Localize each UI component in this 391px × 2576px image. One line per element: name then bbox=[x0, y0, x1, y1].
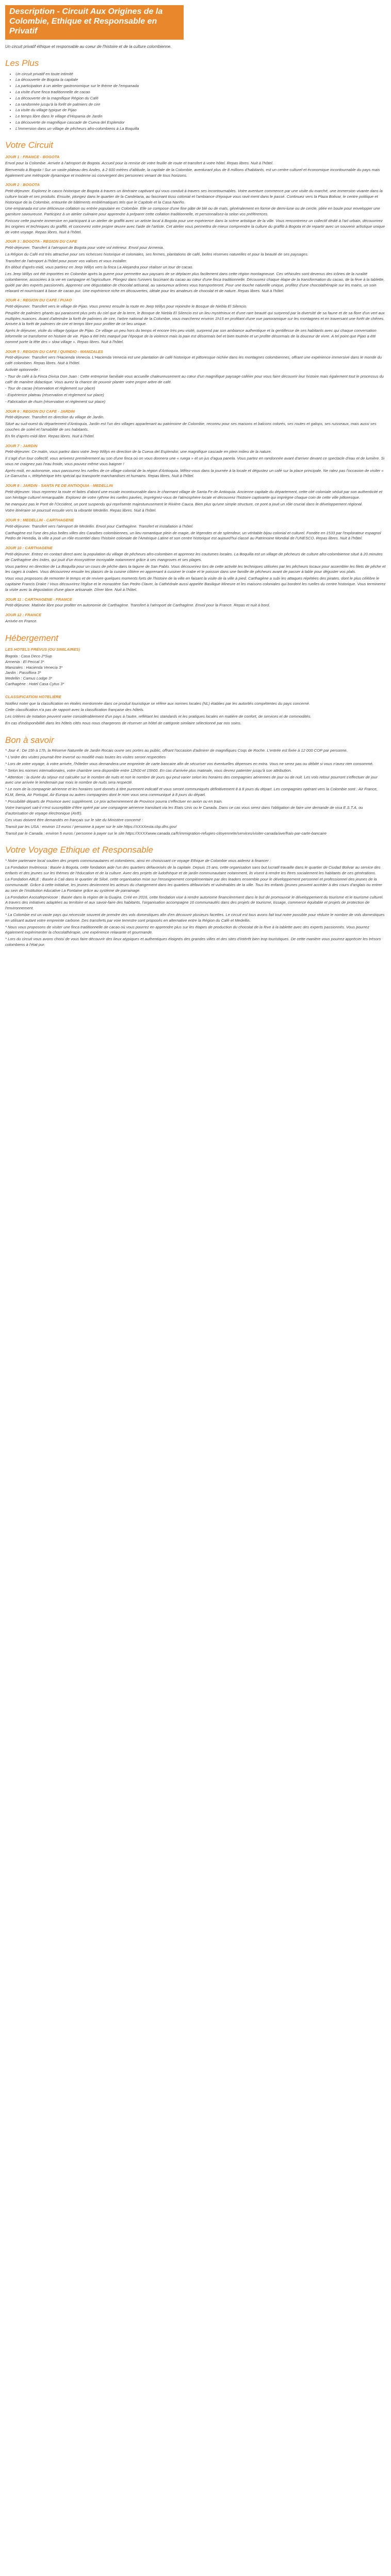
day-paragraph: - Tour de cacao (réservation et règlement sur place) bbox=[5, 386, 95, 391]
day-paragraph: Petit-déjeuner. Ce matin, vous partez dans votre Jeep Willys en direction de la Cueva del Esplendor, une magnifique cascade en plein milieu de la nature. bbox=[5, 449, 272, 454]
day-paragraph: Vous partirez en direction de La Boquilla pour un cours de pêche dans la lagune de San Pablo. Vous découvrirez lors de cette activité les techniques utilisées par les pêcheurs locaux pour assembler les filets de pêche et les cages à crabes. Vous découvrirez ensuite les plaisirs de la cuisine côtière en apprenant à cuisiner le crabe et le poisson dans une famille de pêcheurs avant de passer à table pour déguster vos plats. bbox=[5, 564, 386, 574]
voyage-paragraph: La Fondation ABLE : Basée à Cali dans le quartier de Siloé, cette organisation mise sur l'enseignement complémentaire par des leaders ensemble pour le développement personnel et professionnel des jeunes de la communauté. Grâce à cette initiative, les jeunes deviennent les acteurs du changement dans les quartiers défavorisés et vulnérables de la ville. Tous les enfants (jeunes peuvent accéder à des cours d'anglais ou entrer au sein de l'institution éducative La Fontaine grâce au système de parrainage. bbox=[5, 877, 382, 893]
list-item: • La visite du village typique de Pijao bbox=[15, 108, 386, 113]
voyage-paragraph: * Lors du circuit vous avons choisi de vous faire découvrir des lieux atypiques et authentiques éloignés des grandes villes et des sites d'intérêt bien trop touristiques. De cette manière vous pourrez apprécier les trésors colombiens à l'état pur. bbox=[5, 937, 381, 947]
section-heading-voyage: Votre Voyage Ethique et Responsable bbox=[5, 845, 153, 855]
hotels-list bbox=[5, 654, 386, 687]
day-paragraph: Petit-déjeuner. Matinée libre pour profiter en autonomie de Carthagène. Transfert à l'aéroport de Carthagène. Envol pour la France. Repas et nuit à bord. bbox=[5, 603, 270, 608]
day-paragraph: Ne manquez pas le Pont de l'Occident, un pont suspendu qui représente majestueusement le Rivière Cauca. Bien plus qu'une simple structure, ce pont a joué un rôle crucial dans le développement régional. bbox=[5, 501, 363, 506]
day-paragraph: Après-midi, en autonomie, vous parcourrez les ruelles de ce village colonial de la région d'Antioquia. Mêlez-vous dans la journée à la locale et dégustez un café sur la place principale. Ne ratez pas l'occasion de visiter « Le Garrucha », téléphérique très spécial qui transporte marchandises et humains. Repas libres. Nuit à l'hôtel. bbox=[5, 468, 384, 479]
day-title: JOUR 4 : REGION DU CAFE / PIJAO bbox=[5, 298, 72, 303]
voyage-text bbox=[5, 858, 386, 948]
info-paragraph: * Selon les normes internationales, votre chambre sera disponible entre 12h00 et 15h00. En cas d'arrivée plus matinale, vous devrez patienter jusqu'à son attribution. bbox=[5, 768, 292, 773]
day-paragraph: Peuplée de palmiers géants qui paraissent plus près du ciel que de la terre, le Bosque de Niebla El Silencio est un lieu mystérieux et d'une rare beauté qui surprend par la diversité de sa faune et de sa flore d'un vert aux multiples nuances. Avant d'atteindre la forêt de palmiers de cire, l'arbre national de la Colombie, vous marcherez environ 1h15 en profitant d'une vue panoramique sur les montagnes et en traversant une forêt de chênes. Arrivée à la forêt de palmiers de cire et temps libre pour profiter de ce lieu unique. bbox=[5, 310, 385, 327]
section-heading-plus: Les Plus bbox=[5, 58, 39, 68]
hotels-title: LES HOTELS PRÉVUS (OU SIMILAIRES) bbox=[5, 647, 80, 652]
hotel-item: Carthagène : Hotel Casa Cytus 3* bbox=[5, 682, 64, 687]
day-paragraph: Les Jeep Willys ont été importées en Colombie après la guerre pour permettre aux paysans de se déplacer plus facilement dans cette région montagneuse. Ces véhicules sont devenus des icônes de la ruralité colombienne, associées à la vie en campagne et l'agriculture. Plongez dans l'univers fascinant du cacao au cœur d'une finca traditionnelle. Découvrez chaque étape de la transformation du cacao, de la fève à la tablette, guidé par des experts passionnés. Apprenez une dégustation de chocolat artisanal, au savoureux arômes vous transporteront. Pour une touche naturelle unique, profitez d'une chocolathérapie sur les mains, un soin relaxant et nourrissant à base de cacao pur. Une expérience riche en découvertes, idéale pour les amateurs de chocolat et de nature. Repas libres. Nuit à l'hôtel. bbox=[5, 272, 385, 293]
info-paragraph: * Attention : la durée du séjour est calculée sur le nombre de nuits et non le nombre de jours qui peut varier selon les horaires des compagnies aériennes de jour ou de nuit. Les vols retour pourront s'effectuer de jour avec une arrivée le lendemain par mois le nombre de nuits sera respecté. bbox=[5, 774, 378, 785]
day-paragraph: Situé au sud-ouest du département d'Antioquia, Jardin est l'un des villages appartenant au patrimoine de Colombie, reconnu pour ses maisons et balcons colorés, ses routes et galops, ses ruisseaux, mais aussi ses couches de soleil et l'amabilité de ses habitants. bbox=[5, 421, 377, 432]
day-title: JOUR 7 : JARDIN bbox=[5, 443, 38, 448]
day-paragraph: Une empanada est une délicieuse collation ou entrée populaire en Colombie. Elle se compose d'une fine pâte de blé ou de maïs, généralement en forme de demi-lune ou de cercle, pliée en boule pour envelopper une garniture savoureuse. Participez à un atelier culinaire pour apprendre à préparer cette collation traditionnelle, et personnalisez-la selon vos préférences. bbox=[5, 206, 380, 217]
info-paragraph: Votre transport sait-il n'est susceptible d'être opéré par une compagnie aérienne transitant via les Etats Unis ou le Canada. Dans ce cas vous serez dans l'obligation de faire une demande de visa E.S.T.A. ou d'autorisation de voyage électronique (AVE). bbox=[5, 805, 363, 816]
day-title: JOUR 8 : JARDIN - SANTA FE DE ANTIOQUIA - MEDELLIN bbox=[5, 483, 113, 488]
voyage-paragraph: La Fondation Invitrinosa : Basée à Bogota, cette fondation aide l'un des quartiers défavorisés de la capitale. Depuis 15 ans, cette organisation sans but lucratif travaille dans le quartier de Ciudad Bolivar au service des enfants et des jeunes sur les thèmes de l'éducation et de la culture. Avec des projets de ludothèque et de jardin communautaire notamment, ils visent à rendre les êtres socialement les habitants de ces générations. bbox=[5, 865, 381, 875]
classification-title: CLASSIFICATION HOTELIÈRE bbox=[5, 694, 61, 699]
list-item: • L'immersion dans un village de pêcheurs afro-colombiens à La Boquilla bbox=[15, 126, 386, 132]
day-paragraph: Vous vous proposons de remonter le temps et de revivre quelques moments forts de l'histoire de la ville en faisant la visite de la ville à pied. Carthagène a subi les attaques répétées des pirates, dont le plus célèbre le capitaine Francis Drake ! Vous découvrirez l'église et le monastère San Pedro Claver, la Cathédrale aussi appelée Basilique Mineure et les maisons coloniales qui bordent les ruelles du centre historique. Vous terminerez la visite avec la dégustation d'une glace artisanale. Dîner libre. Nuit à l'hôtel. bbox=[5, 576, 386, 592]
hotel-item: Jardin : Passiflora 3* bbox=[5, 670, 41, 675]
list-item: • La visite d'une finca traditionnelle de cacao bbox=[15, 90, 386, 95]
day-paragraph: Transfert de l'aéroport à l'hôtel pour poser vos valises et vous installer. bbox=[5, 258, 127, 263]
day-paragraph: Petit-déjeuner. Entrez en contact direct avec la population du village de pêcheurs afro-colombien et apprenez les coutumes locales. La Boquilla est un village de pêcheurs de culture afro-colombienne situé à 20 minutes de Carthagène des Indes, qui jouit d'un écosystème incroyable notamment grâce à ses mangroves et ses plages. bbox=[5, 552, 383, 562]
day-paragraph: Bienvenido à Bogota ! Sur un vaste plateau des Andes, à 2 600 mètres d'altitude, la capitale de la Colombie, aventurant plus de 8 millions d'habitants, est un centre culturel et économique incontournable du pays mais également une métropole dynamique et moderne où convergent des personnes venant de tous horizons. bbox=[5, 167, 380, 178]
day-paragraph: - Fabrication de rhum (réservation et règlement sur place) bbox=[5, 399, 106, 404]
day-paragraph: Arrivée en France. bbox=[5, 618, 38, 623]
classification-paragraph: Notifiez noter que la classification en étoiles mentionnée dans ce produit touristique se réfère aux normes locales (NL) établies par les autorités compétentes du pays concerné. bbox=[5, 701, 310, 706]
day-paragraph: En début d'après-midi, vous partirez en Jeep Willys vers la finca La Alejandra pour réaliser un tour de cacao. bbox=[5, 265, 193, 270]
day-paragraph: Activité optionnelle : bbox=[5, 367, 40, 372]
info-paragraph: * Possibilité départs de Province avec supplément. Le prix acheminement de Province pourra s'effectuer en avion ou en train. bbox=[5, 799, 223, 804]
voyage-paragraph: * Notre partenaire local soutien des projets communautaires et colombiens, ainsi en choisissant ce voyage Ethique de Colombie vous aiderez à financer : bbox=[5, 858, 271, 863]
day-paragraph: Petit-déjeuner. Transfert à l'aéroport de Bogota pour votre vol intérieur. Envol pour Armenia. bbox=[5, 245, 164, 250]
day-paragraph: Petit-déjeuner. Explorez le casco historique de Bogota à travers un itinéraire captivant qui vous conduit à travers ses incontournables. Votre aventure commence par une visite du marché, une immersion vivante dans la culture locale et ses produits. Ensuite, plongez dans le quartier de la Candelaria, au fascinant tissu colonial et l'ambiance d'époque vous ravit ment dans le passé. Continuez vers la Plaza Bolivar, le centre politique et historique de la Colombie, entourée de bâtiments emblématiques tels que le Capitole et la Casa Nariño. bbox=[5, 189, 383, 205]
list-item: • La découverte de magnifique cascade de Cueva del Esplendor bbox=[15, 120, 386, 126]
day-title: JOUR 6 : REGION DU CAFE - JARDIN bbox=[5, 409, 75, 414]
classification-paragraph: Les critères de notation peuvent varier considérablement d'un pays à l'autre, reflétant les standards et les pratiques locales en matière de confort, de services et de commodités. bbox=[5, 714, 312, 719]
intro-text: Un circuit privatif éthique et responsable au coeur de l'histoire et de la culture colombienne. bbox=[5, 44, 172, 49]
day-paragraph: En fin d'après-midi libre. Repas libres. Nuit à l'hôtel. bbox=[5, 433, 95, 438]
list-item: • La découverte de la magnifique Région du Café bbox=[15, 96, 386, 101]
list-item: • La découverte de Bogota la capitale bbox=[15, 77, 386, 83]
info-paragraph: Transit par le Canada : environ 5 euros / personne à payer sur le site https://XXXXwww.canada.ca/fr/immigration-refugies-citoyennete/services/visiter-canada/ave/frais-par-carte-bancaire bbox=[5, 831, 327, 836]
section-heading-circuit: Votre Circuit bbox=[5, 140, 53, 150]
page-title: Description - Circuit Aux Origines de la Colombie, Ethique et Responsable en Privatif bbox=[5, 5, 184, 40]
day-title: JOUR 3 : BOGOTA - REGION DU CAFE bbox=[5, 239, 77, 244]
hotel-item: Manizales : Hacienda Venecia 3* bbox=[5, 665, 63, 670]
day-title: JOUR 12 : FRANCE bbox=[5, 613, 42, 618]
info-paragraph: * L'ordre des visites pourrait être inversé ou modifié mais toutes les visites seront respectées bbox=[5, 755, 166, 760]
day-paragraph: Petit-déjeuner. Transfert vers le village de Pijao. Vous prenez ensuite la route en Jeep Willys pour rejoindre le Bosque de Niebla El Silencio. bbox=[5, 304, 248, 309]
voyage-paragraph: La Fondation Asosafepmiosoe : Basée dans la région de la Guajira. Créé en 2016, cette fondation vise à rendre autonome financièrement dans le but de promouvoir le développement du tourisme et le tourisme culturel. A travers des initiatives adaptées au territoire et aux savoir-faire des habitants, l'organisation accompagne 16 communautés dans des projets de tourisme, tissage, commerce équitable et projets de protection de l'environnement. bbox=[5, 894, 384, 911]
list-item: • La participation à un atelier gastronomique sur le thème de l'empanada bbox=[15, 83, 386, 89]
list-item: • La randonnée jusqu'à la forêt de palmiers de cire bbox=[15, 102, 386, 108]
day-paragraph: - Tour de café à la Finca Divisa Don Juan : Cette entreprise familiale vous accueille chaleureusement au cœur d'un magnifique paysage caféier pour vous faire découvrir leur histoire mais également tout le processus du café de manière didactique. Vous aurez la chance de pouvoir planter votre propre arbre de café. bbox=[5, 374, 384, 384]
info-paragraph: * Jour 4 : De 15h à 17h, la Réserve Naturelle de Jardin Rocais ouvre ses portes au public, offrant l'occasion d'admirer de magnifiques Coqs de Roche. L'entrée est fixée à 12 000 COP par personne. bbox=[5, 748, 348, 753]
day-title: JOUR 9 : MEDELLIN - CARTHAGENE bbox=[5, 518, 74, 523]
day-paragraph: Petit-déjeuner. Vous reprenez la route et faites d'abord une escale incontournable dans le charmant village de Santa Fe de Antioquia. Ancienne capitale du département, cette cité coloniale séduit par son authenticité et son héritage culturel remarquable. Explorez de votre rythme les ruelles pavées, imprégnez-vous de l'atmosphère locale et découvrez l'histoire captivante qui imprègne chaque coin de cette ville pittoresque. bbox=[5, 489, 383, 500]
info-paragraph: * Le nom de la compagnie aérienne et les horaires sont donnés à titre purement indicatif et vous seront communiqués définitivement 8 à 8 jours du départ. Les compagnies opérant vers la Colombie sont : Air France, KLM, Iberia, Air Portugal, Air Europa ou autres compagnies dont le nom vous sera communiqué à 8 jours du départ. bbox=[5, 787, 378, 797]
day-paragraph: Après le déjeuner, visite du village typique de Pijao. Ce village un peu hors du temps et encore très peu visité, surprend par son ambiance authentique et la gentillesse de ses habitants avec qui chaque conversation informelle se transforme en histoire de vie. Pijao a été très marqué par l'époque de la violence mais la paix est désormais bel et bien toutnée et un profite désormais de la douceur de vivre. A tel point que Pijao a été nommé porte la tête des « slow village ». Repas libres. Nuit à l'hôtel. bbox=[5, 328, 377, 344]
classification-paragraph: Cette classification n'a pas de rapport avec la classification française des hôtels. bbox=[5, 707, 144, 713]
day-title: JOUR 10 : CARTHAGENE bbox=[5, 546, 53, 551]
day-paragraph: Petit-déjeuner. Transfert vers l'Hacienda Venecia. L'Hacienda Venecia est une plantation de café historique et pittoresque nichée dans les montagnes colombiennes, offrant une expérience immersive dans le monde du café colombien. Repas libres. Nuit à l'hôtel. bbox=[5, 355, 382, 366]
hotel-item: Medellin : Camus Lodge 3* bbox=[5, 676, 53, 681]
voyage-paragraph: * La Colombie est un vaste pays qui nécessite souvent de prendre des vols domestiques afin d'en découvrir plusieurs facettes. Le circuit est tous avons fait tout notre possible pour réduire le nombre de vols domestiques en utilisant autant votre empreinte carbone. Des transferts par voie terrestre sont proposés en alternative entre la Région du Café et Medellin. bbox=[5, 912, 385, 923]
list-item: • Le temps libre dans le village d'Hispania de Jardin bbox=[15, 114, 386, 120]
day-title: JOUR 5 : REGION DU CAFE / QUINDIO - MANIZALES bbox=[5, 349, 103, 354]
day-title: JOUR 2 : BOGOTA bbox=[5, 182, 40, 188]
day-paragraph: - Expérience plateau (réservation et règlement sur place) bbox=[5, 393, 104, 398]
info-paragraph: Transit par les USA : environ 13 euros / personne à payer sur le site https://XXXXesta.cbp.dhs.gov/ bbox=[5, 824, 177, 829]
day-paragraph: Finissez cette journée immersive en participant à un atelier de graffiti avec un artiste local à Bogota pour une expérience dans la scène artistique de la ville. Vous rencontrerez un collectif dédié à l'art urbain, découvrirez les origines et techniques du graffiti, et concevrez votre propre œuvre avec l'aide de l'artiste. Cet atelier vous permettra de mieux comprendre la culture du graffiti à Bogota et de repartir avec un souvenir artistique unique de votre voyage. Repas libres. Nuit à l'hôtel. bbox=[5, 218, 385, 234]
info-paragraph: Ces visas doivent être demandés en français sur le site du Ministère concerné : bbox=[5, 817, 143, 822]
section-heading-hebergement: Hébergement bbox=[5, 633, 59, 643]
day-paragraph: Carthagène est l'une des plus belles villes des Caraïbes colombiennes, un lieu romantique plein de magie, de légendes et de splendeur, un véritable bijou colonial et culturel. Fondée en 1533 par l'explorateur espagnol Pedro de Heredia, la ville a joué un rôle essentiel dans l'histoire coloniale de l'Amérique Latine et son centre historique est aujourd'hui classé au Patrimoine Mondial de l'UNESCO. Repas libres. Nuit à l'hôtel. bbox=[5, 530, 381, 541]
day-paragraph: Votre itinéraire se poursuit ensuite vers la vibrante Medellin. Repas libres. Nuit à l'hôtel. bbox=[5, 508, 157, 513]
hotel-item: Armenia : El Peccal 3* bbox=[5, 659, 44, 664]
section-heading-bon-a-savoir: Bon à savoir bbox=[5, 735, 54, 745]
day-paragraph: Envol pour la Colombie. Arrivée à l'aéroport de Bogota. Accueil pour la remise de votre feuille de route et transfert à votre hôtel. Repas libres. Nuit à l'hôtel. bbox=[5, 160, 273, 165]
classification-paragraph: En cas d'indisponibilité dans les hôtels cités nous nous chargerons de réserver un hôtel de catégorie similaire sélectionné par nos soins. bbox=[5, 720, 241, 725]
bon-a-savoir-text bbox=[5, 748, 386, 836]
day-paragraph: Petit-déjeuner. Transfert vers l'aéroport de Medellin. Envol pour Carthagène. Transfert et installation à l'hôtel. bbox=[5, 523, 193, 529]
plus-list bbox=[5, 72, 386, 132]
day-title: JOUR 1 : FRANCE - BOGOTA bbox=[5, 155, 60, 160]
day-paragraph: Petit-déjeuner. Transfert en direction du village de Jardin. bbox=[5, 415, 105, 420]
day-paragraph: La Région du Café est très attractive pour ses richesses historique et coloniales, ses fermes, plantations de café, belles réserves naturelles et pour la beauté de ses paysages. bbox=[5, 251, 308, 257]
day-paragraph: Il s'agit d'un tour collectif, vous arriverez premièrement au son d'une finca où on vous donnera une « ruega » et un jus d'agua panela. Vous partez en randonnée avant d'arriver devant ce spectacle d'eau et de lumière. Si vous ne craignez pas l'eau froide, vous pouvez même vous baigner ! bbox=[5, 456, 385, 466]
hotel-item: Bogota : Casa Deco 2*Sup bbox=[5, 654, 52, 659]
classification-text bbox=[5, 701, 386, 726]
voyage-paragraph: * Nous vous proposons de visiter une finca traditionnelle de cacao où vous pourrez en apprendre plus sur les étapes de production du chocolat de la fève à la tablette avec des experts passionnés. Vous pourrez également expérimenter la chocolathérapie, une expérience relaxante et gourmande. bbox=[5, 924, 369, 935]
day-title: JOUR 11 : CARTHAGENE - FRANCE bbox=[5, 597, 72, 602]
page bbox=[0, 0, 391, 953]
list-item: • Un circuit privatif en toute intimité bbox=[15, 72, 386, 77]
circuit-days bbox=[5, 155, 386, 624]
info-paragraph: * Lors de votre voyage, à votre arrivée, l'hôtelier vous demandera une empreinte de carte bancaire afin de sécuriser vos éventuelles dépenses en extra. Vous ne serez pas ou débité si vous n'avez rien consommé. bbox=[5, 761, 373, 766]
